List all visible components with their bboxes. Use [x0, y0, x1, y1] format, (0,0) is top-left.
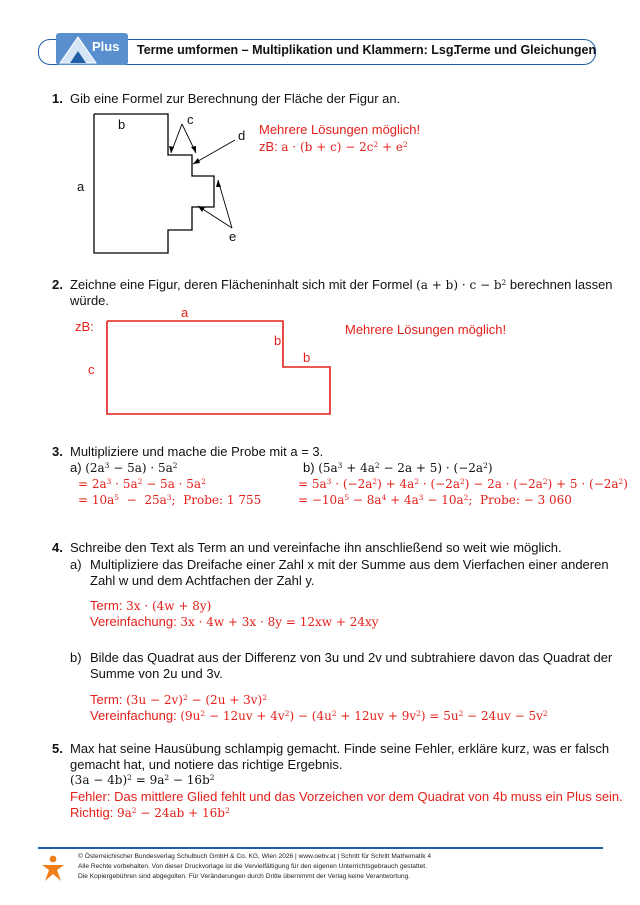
- task-number-3: 3.: [52, 444, 63, 459]
- plus-logo: [56, 33, 128, 65]
- task-number-1: 1.: [52, 91, 63, 106]
- correct-label: Richtig:: [70, 805, 114, 820]
- task5-text-2: gemacht hat, und notiere das richtige Ergebnis.: [70, 757, 343, 772]
- task4-a-label: a): [70, 557, 82, 572]
- task2-figure: [100, 315, 340, 419]
- task4-a-text-1: Multipliziere das Dreifache einer Zahl x mit der Summe aus dem Vierfachen einer anderen: [90, 557, 609, 572]
- page-title: Terme umformen – Multiplikation und Klammern: Lsg.: [137, 43, 457, 57]
- task4-a-text-2: Zahl w und dem Achtfachen der Zahl y.: [90, 573, 315, 588]
- task-number-2: 2.: [52, 277, 63, 292]
- answer-prefix: zB:: [259, 139, 278, 154]
- task4-b-term: Term: $(3u - 2v)^2 - (2u + 3v)^2$: [90, 692, 267, 707]
- footer-line-3: Die Kopiergebühren sind abgegolten. Für Veränderungen durch Dritte übernimmt der Verlag keine Verantwortung.: [78, 873, 411, 880]
- task-number-4: 4.: [52, 540, 63, 555]
- task1-text: Gib eine Formel zur Berechnung der Fläche der Figur an.: [70, 91, 401, 106]
- task4-b-simplification: Vereinfachung: $(9u^2 - 12uv + 4v^2) - (4u^2 + 12uv + 9v^2) = 5u^2 - 24uv - 5v^2$: [90, 708, 548, 723]
- task2-zb: zB:: [75, 319, 94, 334]
- task2-note: Mehrere Lösungen möglich!: [345, 322, 507, 337]
- task3-b-probe: Probe: − 3 060: [480, 493, 572, 507]
- simplification-label: Vereinfachung:: [90, 708, 177, 723]
- task4-b-text-2: Summe von 2u und 3v.: [90, 666, 223, 681]
- task3-a-probe: Probe: 1 755: [183, 493, 262, 507]
- figure1-label-d: d: [238, 128, 246, 143]
- task5-error: Fehler: Das mittlere Glied fehlt und das Vorzeichen vor dem Quadrat von 4b muss ein Plus sein.: [70, 789, 623, 804]
- figure1-label-b: b: [118, 117, 126, 132]
- task1-answer: zB: $a \cdot (b + c) - 2c^2 + e^2$: [259, 139, 408, 154]
- figure1-label-c: c: [187, 112, 194, 127]
- footer-line-1: © Österreichischer Bundesverlag Schulbuch GmbH & Co. KG, Wien 2026 | www.oebv.at | Schritt für Schritt Mathematik 4: [78, 853, 432, 860]
- task2-text-pre: Zeichne eine Figur, deren Flächeninhalt sich mit der Formel: [70, 277, 413, 292]
- figure2-label-a: a: [181, 305, 189, 320]
- task-number-5: 5.: [52, 741, 63, 756]
- publisher-logo: [40, 854, 66, 882]
- figure2-label-c: c: [88, 362, 95, 377]
- task3-b-label: b): [303, 460, 315, 475]
- figure1-label-a: a: [77, 179, 85, 194]
- figure2-label-b2: b: [303, 350, 311, 365]
- topic-title: Terme und Gleichungen: [454, 43, 597, 57]
- task3-a-step1: = $2a^3 \cdot 5a^2 - 5a \cdot 5a^2$: [78, 476, 206, 491]
- task4-b-label: b): [70, 650, 82, 665]
- task2-text-post: berechnen lassen: [509, 277, 613, 292]
- logo-text: Plus: [92, 39, 120, 54]
- figure1-label-e: e: [229, 229, 237, 244]
- task3-a-step2: = $10a^5 - 25a^3$; Probe: 1 755: [78, 492, 262, 507]
- task2-text-line2: würde.: [70, 293, 110, 308]
- task4-a-term: Term: 3x · (4w + 8y): [90, 598, 212, 613]
- simplification-label: Vereinfachung:: [90, 614, 177, 629]
- task4-b-text-1: Bilde das Quadrat aus der Differenz von 3u und 2v und subtrahiere davon das Quadrat der: [90, 650, 613, 665]
- task3-b-step1: = $5a^3 \cdot (-2a^2) + 4a^2 \cdot (-2a^2) - 2a \cdot (-2a^2) + 5 \cdot (-2a^2)$: [298, 476, 628, 491]
- task3-a-label: a): [70, 460, 82, 475]
- term-label: Term:: [90, 598, 123, 613]
- term-label: Term:: [90, 692, 123, 707]
- task3-text: Multipliziere und mache die Probe mit a = 3.: [70, 444, 324, 459]
- task4-a-simplification: Vereinfachung: 3x · 4w + 3x · 8y = 12xw + 24xy: [90, 614, 379, 629]
- task3-b-step2: = $-10a^5 - 8a^4 + 4a^3 - 10a^2$; Probe: − 3 060: [298, 492, 572, 507]
- task3-a: a) $(2a^3 - 5a) \cdot 5a^2$: [70, 460, 178, 475]
- figure2-label-b1: b: [274, 333, 282, 348]
- task2-text: Zeichne eine Figur, deren Flächeninhalt sich mit der Formel $(a + b) \cdot c - b^2$ berechnen lassen: [70, 277, 613, 292]
- task5-wrong-result: $(3a - 4b)^2 = 9a^2 - 16b^2$: [70, 772, 215, 787]
- footer-line: [38, 847, 603, 849]
- task4-text: Schreibe den Text als Term an und vereinfache ihn anschließend so weit wie möglich.: [70, 540, 562, 555]
- task3-b: b) $(5a^3 + 4a^2 - 2a + 5) \cdot (-2a^2)$: [303, 460, 493, 475]
- task5-text-1: Max hat seine Hausübung schlampig gemacht. Finde seine Fehler, erkläre kurz, was er falsch: [70, 741, 610, 756]
- task1-note: Mehrere Lösungen möglich!: [259, 122, 421, 137]
- footer-line-2: Alle Rechte vorbehalten. Von dieser Druckvorlage ist die Vervielfältigung für den eigenen Unterrichtsgebrauch gestattet.: [78, 863, 427, 870]
- task5-correct: Richtig: $9a^2 - 24ab + 16b^2$: [70, 805, 230, 820]
